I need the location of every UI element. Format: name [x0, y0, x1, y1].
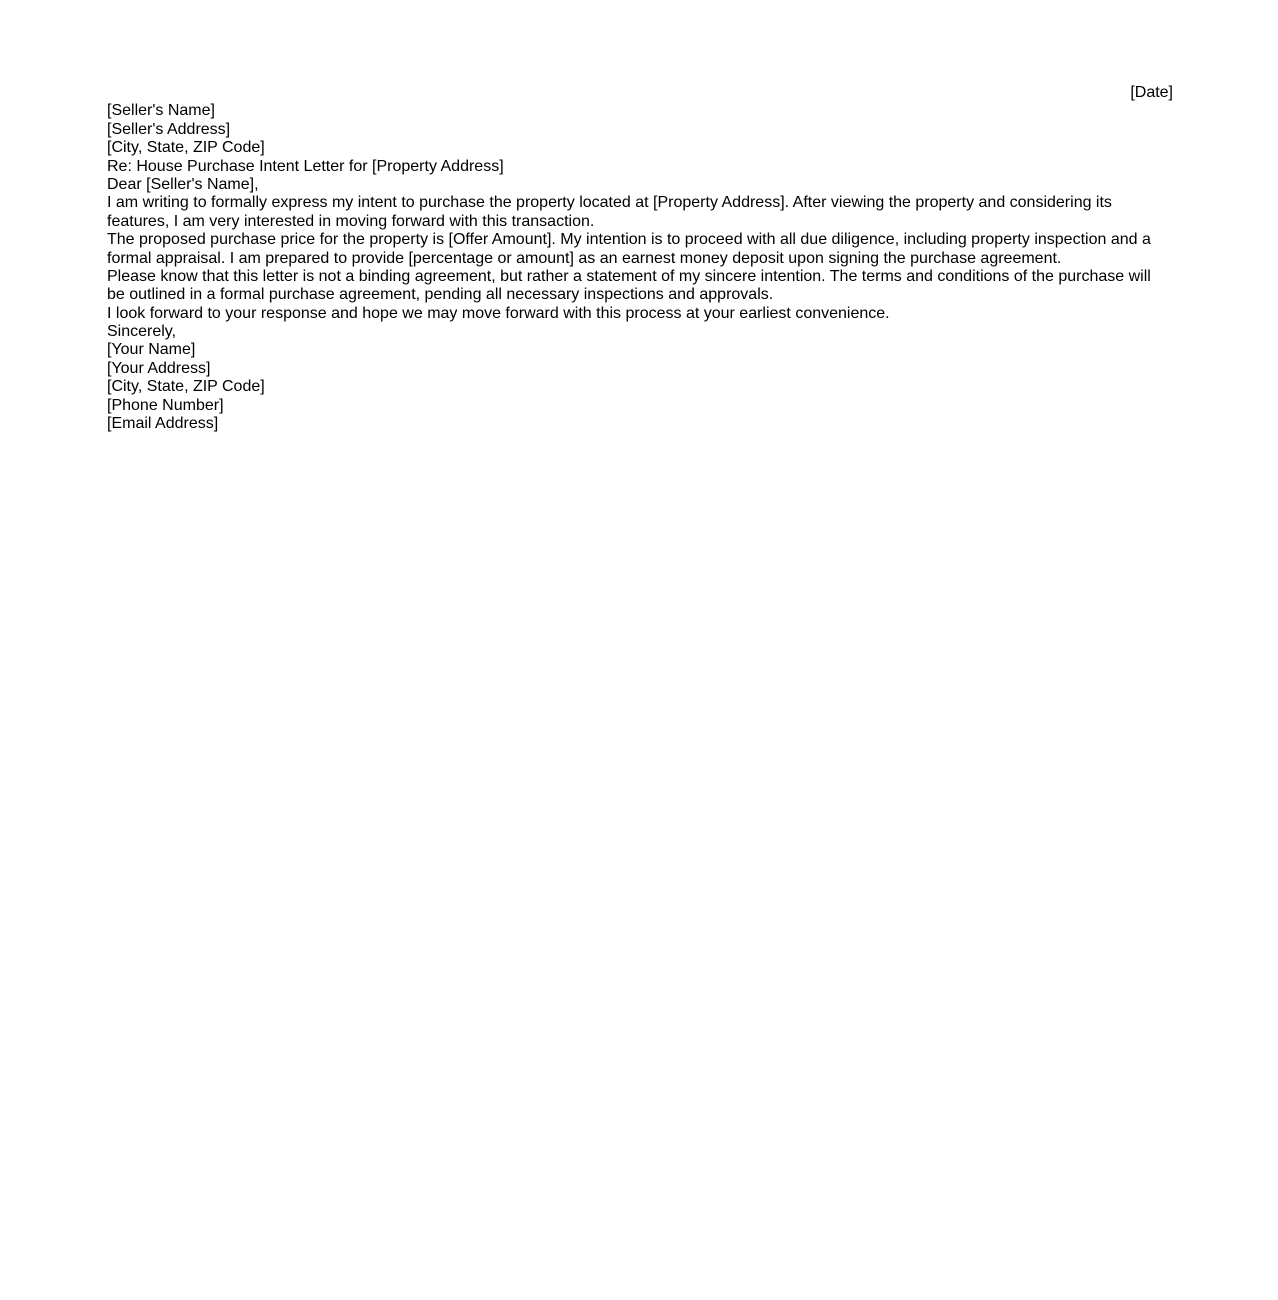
recipient-name-line: [Seller's Name]	[107, 102, 215, 120]
body-paragraph-intent: I am writing to formally express my intent to purchase the property located at [Property Address]. After viewing the property and considering its features, I am very interested in moving forward with this transaction.	[107, 194, 1112, 230]
recipient-address-line: [Seller's Address]	[107, 120, 231, 138]
sender-phone-line: [Phone Number]	[107, 396, 224, 414]
closing: Sincerely,	[107, 323, 177, 341]
sender-address-line: [Your Address]	[107, 359, 211, 377]
salutation: Dear [Seller's Name],	[107, 175, 259, 193]
body-paragraph-response: I look forward to your response and hope we may move forward with this process at your earliest convenience.	[107, 304, 890, 322]
recipient-city-state-zip-line: [City, State, ZIP Code]	[107, 139, 265, 157]
letter-date: [Date]	[1130, 84, 1173, 101]
sender-email-line: [Email Address]	[107, 415, 219, 433]
recipient-block	[107, 102, 1173, 157]
body-paragraph-offer: The proposed purchase price for the property is [Offer Amount]. My intention is to proceed with all due diligence, including property inspection and a formal appraisal. I am prepared to provide [percentage or amount] as an earnest money deposit upon signing the purchase agreement.	[107, 231, 1151, 267]
sender-block	[107, 341, 1173, 433]
body-paragraph-non-binding: Please know that this letter is not a binding agreement, but rather a statement of my sincere intention. The terms and conditions of the purchase will be outlined in a formal purchase agreement, pending all necessary inspections and approvals.	[107, 267, 1151, 304]
subject-line: Re: House Purchase Intent Letter for [Property Address]	[107, 157, 504, 175]
sender-city-state-zip-line: [City, State, ZIP Code]	[107, 378, 265, 396]
sender-name-line: [Your Name]	[107, 341, 196, 359]
